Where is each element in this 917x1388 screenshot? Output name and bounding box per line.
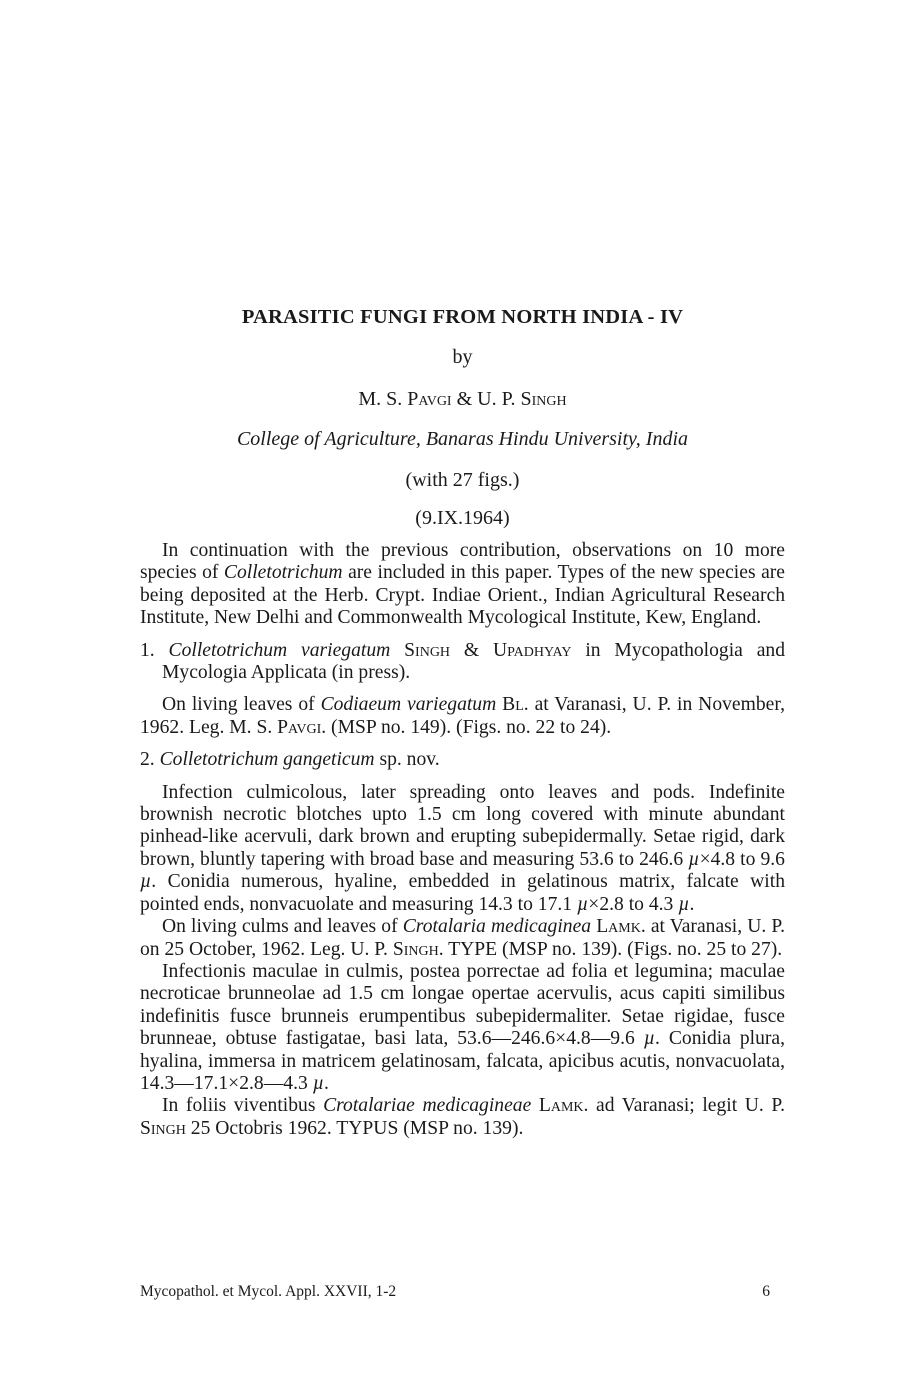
text-run: ad Varanasi; legit U. P. bbox=[588, 1095, 786, 1117]
text-run: Infectionis maculae in culmis, postea porrectae ad folia et legumina; maculae necroticae brunneolae ad 1.5 cm longae opertae acervulis, acus capiti similibus indefinitis fusce brunneis erumpentibus subepidermaliter. Setae rigidae, fusce brunneae, obtuse fastigatae, basi lata, 53.6—246.6×4.8—9.6 bbox=[140, 960, 785, 1050]
italic-text: Crotalaria medicaginea bbox=[402, 916, 592, 938]
affiliation: College of Agriculture, Banaras Hindu University, India bbox=[236, 428, 689, 450]
italic-text: µ bbox=[312, 1072, 324, 1094]
author-name: Lamk. bbox=[591, 916, 646, 938]
italic-text: µ bbox=[140, 871, 152, 893]
paragraph bbox=[140, 749, 785, 771]
italic-text: µ bbox=[643, 1028, 656, 1050]
italic-text: µ bbox=[688, 848, 700, 870]
date: (9.IX.1964) bbox=[415, 507, 510, 529]
author-name: Bl. bbox=[496, 694, 529, 716]
text-run: 2. bbox=[140, 749, 160, 771]
author-name: Pavgi. bbox=[277, 716, 327, 738]
author-name: Upadhyay bbox=[493, 639, 572, 661]
text-run: are included in this paper. Types of the new species are being deposited at the Herb. Crypt. Indiae Orient., Indian Agricultural Research Institute, New Delhi and Commonwealth Mycological Institute, Kew, England. bbox=[140, 562, 785, 629]
author-name: Lamk. bbox=[531, 1095, 589, 1117]
author-name: Singh. bbox=[392, 938, 444, 960]
text-run: in Mycopathologia and Mycologia Applicata (in press). bbox=[162, 639, 785, 684]
text-run: On living leaves of bbox=[162, 694, 321, 716]
text-run: . Conidia plura, hyalina, immersa in matricem gelatinosam, falcata, apicibus acutis, nonvacuolata, 14.3—17.1×2.8—4.3 bbox=[140, 1028, 785, 1094]
text-run: On living culms and leaves of bbox=[162, 916, 403, 938]
paragraph bbox=[140, 782, 785, 916]
paragraph bbox=[140, 1095, 785, 1140]
paragraph bbox=[140, 916, 785, 961]
italic-text: Colletotrichum bbox=[223, 562, 343, 584]
text-run: . bbox=[689, 893, 695, 915]
article-body bbox=[140, 540, 785, 1140]
paragraph bbox=[140, 540, 785, 630]
italic-text: Codiaeum variegatum bbox=[320, 694, 497, 716]
author-name: Singh bbox=[390, 639, 451, 661]
journal-citation: Mycopathol. et Mycol. Appl. XXVII, 1-2 bbox=[140, 1283, 397, 1300]
page-number: 6 bbox=[762, 1283, 770, 1300]
italic-text: Colletotrichum variegatum bbox=[168, 639, 391, 661]
authors: M. S. Pavgi & U. P. Singh bbox=[358, 388, 567, 410]
text-run: . Conidia numerous, hyaline, embedded in gelatinous matrix, falcate with pointed ends, nonvacuolate and measuring 14.3 to 17.1 bbox=[140, 871, 785, 915]
text-run: at Varanasi, U. P. in November, 1962. Leg. M. S. bbox=[140, 694, 785, 738]
text-run: ×4.8 to 9.6 bbox=[699, 848, 785, 870]
paragraph bbox=[140, 640, 785, 685]
italic-text: Colletotrichum gangeticum bbox=[159, 749, 375, 771]
text-run: & bbox=[450, 639, 493, 661]
page-footer bbox=[140, 1283, 770, 1301]
italic-text: µ bbox=[576, 893, 589, 915]
text-run: In continuation with the previous contribution, observations on 10 more species of bbox=[140, 540, 785, 584]
text-run: Infection culmicolous, later spreading onto leaves and pods. Indefinite brownish necrotic blotches upto 1.5 cm long covered with minute abundant pinhead-like acervuli, dark brown and erupting subepidermally. Setae rigid, dark brown, bluntly tapering with broad base and measuring 53.6 to 246.6 bbox=[140, 781, 785, 870]
author-name: Singh bbox=[140, 1117, 186, 1139]
figure-count: (with 27 figs.) bbox=[405, 469, 520, 491]
text-run: sp. nov. bbox=[374, 749, 440, 771]
paper-title: PARASITIC FUNGI FROM NORTH INDIA - IV bbox=[241, 306, 684, 328]
text-run: TYPE (MSP no. 139). (Figs. no. 25 to 27). bbox=[443, 938, 783, 960]
text-run: (MSP no. 149). (Figs. no. 22 to 24). bbox=[326, 716, 612, 738]
text-run: 1. bbox=[140, 639, 169, 661]
paragraph bbox=[140, 961, 785, 1095]
text-run: . bbox=[324, 1072, 329, 1094]
paragraph bbox=[140, 694, 785, 739]
text-run: at Varanasi, U. P. on 25 October, 1962. Leg. U. P. bbox=[140, 916, 786, 960]
text-run: In foliis viventibus bbox=[162, 1095, 324, 1117]
italic-text: Crotalariae medicagineae bbox=[323, 1095, 532, 1117]
text-run: 25 Octobris 1962. TYPUS (MSP no. 139). bbox=[185, 1117, 524, 1139]
text-run: ×2.8 to 4.3 bbox=[588, 893, 679, 915]
by-line: by bbox=[452, 346, 473, 368]
italic-text: µ bbox=[678, 893, 690, 915]
